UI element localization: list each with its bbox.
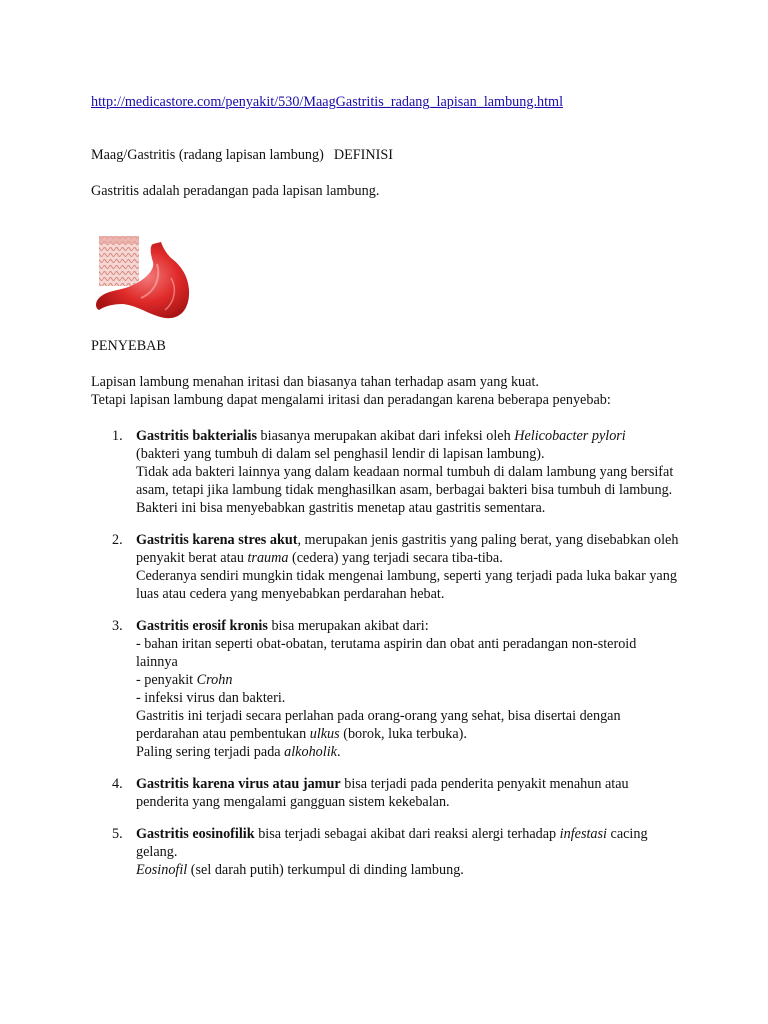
cause-item-erosive — [91, 617, 681, 761]
cause-text: (borok, luka terbuka). — [339, 726, 467, 742]
cause-italic-term: Eosinofil — [136, 862, 188, 878]
cause-italic-term: trauma — [247, 550, 289, 566]
title-text: Maag/Gastritis (radang lapisan lambung) — [91, 147, 324, 163]
causes-list — [91, 427, 691, 893]
causes-heading: PENYEBAB — [91, 338, 166, 354]
cause-term: Gastritis erosif kronis — [136, 618, 268, 634]
cause-text: (sel darah putih) terkumpul di dinding lambung. — [187, 862, 464, 878]
cause-bullet — [136, 671, 681, 689]
cause-paragraph — [136, 861, 681, 879]
cause-text: - penyakit — [136, 672, 197, 688]
cause-term: Gastritis eosinofilik — [136, 826, 255, 842]
cause-text: Paling sering terjadi pada — [136, 744, 285, 760]
list-number: 3. — [112, 618, 123, 634]
cause-paragraph — [136, 707, 681, 743]
cause-text: biasanya merupakan akibat dari infeksi oleh — [256, 428, 515, 444]
cause-paragraph — [136, 427, 681, 445]
cause-paragraph — [136, 775, 681, 811]
cause-paragraph — [136, 531, 681, 567]
tissue-cross-section — [99, 236, 139, 286]
cause-paragraph — [136, 743, 681, 761]
cause-text: bisa terjadi sebagai akibat dari reaksi alergi terhadap — [254, 826, 560, 842]
cause-bullet: - bahan iritan seperti obat-obatan, terutama aspirin dan obat anti peradangan non-steroid lainnya — [136, 636, 637, 670]
cause-term: Gastritis bakterialis — [136, 428, 257, 444]
cause-text: , merupakan jenis gastritis yang paling berat, yang disebabkan oleh penyakit berat atau — [136, 532, 679, 566]
list-number: 4. — [112, 776, 123, 792]
list-number: 1. — [112, 428, 123, 444]
cause-italic-term: ulkus — [309, 726, 340, 742]
cause-paragraph: Tidak ada bakteri lainnya yang dalam keadaan normal tumbuh di dalam lambung yang bersifat asam, tetapi jika lambung tidak menghasilkan asam, berbagai bakteri bisa tumbuh di lambung. Bakteri ini bisa menyebabkan gastritis menetap atau gastritis sementara. — [136, 464, 674, 516]
cause-item-eosinophilic — [91, 825, 681, 879]
cause-item-viral-fungal — [91, 775, 681, 811]
causes-intro — [91, 373, 691, 409]
list-number: 2. — [112, 532, 123, 548]
cause-paragraph — [136, 825, 681, 861]
cause-paragraph — [136, 617, 681, 635]
cause-italic-term: infestasi — [559, 826, 607, 842]
cause-paragraph: (bakteri yang tumbuh di dalam sel penghasil lendir di lapisan lambung). — [136, 446, 545, 462]
cause-text: Gastritis ini terjadi secara perlahan pada orang-orang yang sehat, bisa disertai dengan perdarahan atau pembentukan — [136, 708, 621, 742]
cause-item-bacterial — [91, 427, 681, 517]
cause-item-stress — [91, 531, 681, 603]
section-label: DEFINISI — [333, 147, 393, 163]
cause-text: bisa terjadi pada penderita penyakit menahun atau penderita yang mengalami gangguan sistem kekebalan. — [136, 776, 629, 810]
document-title — [91, 146, 393, 164]
cause-term: Gastritis karena virus atau jamur — [136, 776, 341, 792]
cause-bullet: - infeksi virus dan bakteri. — [136, 690, 286, 706]
cause-text: bisa merupakan akibat dari: — [267, 618, 429, 634]
cause-text: . — [336, 744, 341, 760]
cause-paragraph: Cederanya sendiri mungkin tidak mengenai lambung, seperti yang terjadi pada luka bakar yang luas atau cedera yang menyebabkan perdarahan hebat. — [136, 568, 677, 602]
cause-term: Gastritis karena stres akut — [136, 532, 298, 548]
source-link[interactable]: http://medicastore.com/penyakit/530/MaagGastritis_radang_lapisan_lambung.html — [91, 94, 564, 110]
cause-text: (cedera) yang terjadi secara tiba-tiba. — [288, 550, 503, 566]
definition-text: Gastritis adalah peradangan pada lapisan lambung. — [91, 183, 380, 199]
stomach-illustration — [91, 234, 191, 320]
cause-italic-term: Crohn — [196, 672, 233, 688]
intro-line-2: Tetapi lapisan lambung dapat mengalami iritasi dan peradangan karena beberapa penyebab: — [91, 392, 611, 408]
cause-text: cacing gelang. — [136, 826, 648, 860]
intro-line-1: Lapisan lambung menahan iritasi dan biasanya tahan terhadap asam yang kuat. — [91, 374, 539, 390]
cause-italic-term: alkoholik — [284, 744, 337, 760]
cause-italic-term: Helicobacter pylori — [514, 428, 626, 444]
list-number: 5. — [112, 826, 123, 842]
